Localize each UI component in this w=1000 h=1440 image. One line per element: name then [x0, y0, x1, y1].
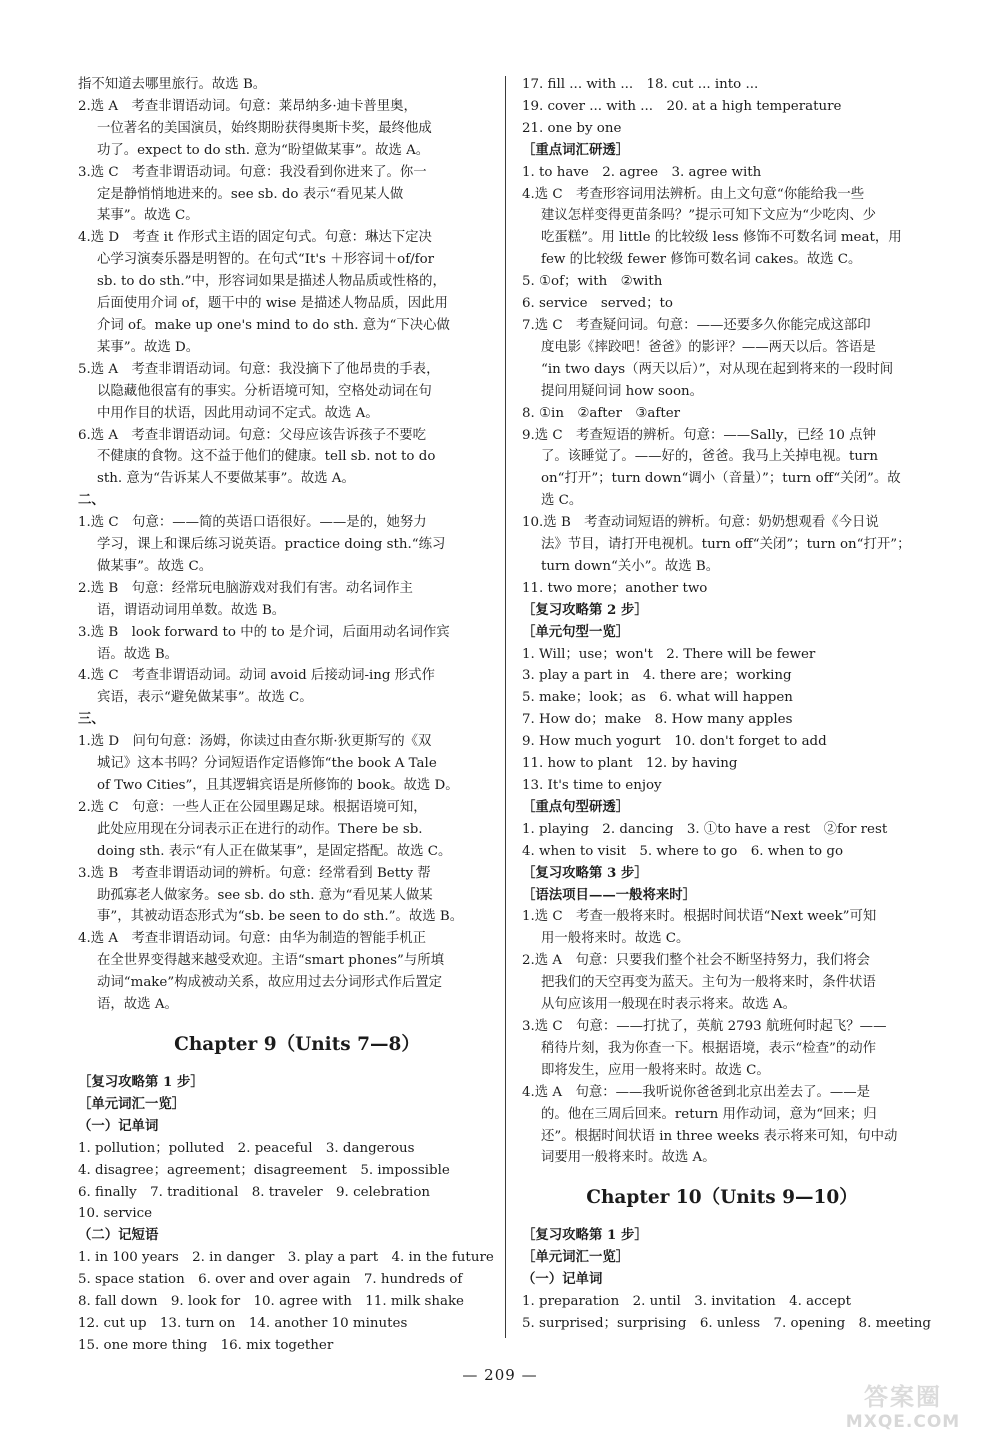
text-line: ［复习攻略第 3 步］: [522, 864, 648, 881]
text-line: 1.选 C 句意：——简的英语口语很好。——是的，她努力: [78, 515, 427, 531]
text-line: 4.选 A 句意：——我听说你爸爸到北京出差去了。——是: [522, 1084, 871, 1100]
chapter-9-lines: [78, 1072, 516, 1357]
chapter-10-lines: [522, 1225, 931, 1335]
text-line: 1. to have 2. agree 3. agree with: [522, 164, 762, 180]
text-line: 法》节目，请打开电视机。turn off“关闭”；turn on“打开”；: [541, 537, 911, 553]
text-line: 选 C。: [541, 493, 583, 509]
text-line: ［复习攻略第 1 步］: [78, 1073, 204, 1090]
text-line: 7. How do；make 8. How many apples: [522, 712, 793, 728]
text-line: 某事”。故选 C。: [97, 208, 199, 224]
text-line: 4.选 C 考查形容词用法辨析。由上文句意“你能给我一些: [522, 186, 865, 202]
text-line: 把我们的天空再变为蓝天。主句为一般将来时，条件状语: [541, 975, 876, 991]
text-line: sth. 意为“告诉某人不要做某事”。故选 A。: [97, 471, 355, 487]
text-line: 2.选 A 句意：只要我们整个社会不断坚持努力，我们将会: [522, 953, 871, 969]
text-line: 语。故选 B。: [97, 646, 179, 662]
text-line: 动词“make”构成被动关系，故应用过去分词形式作后置定: [97, 975, 443, 991]
text-line: 17. fill ... with ... 18. cut ... into ...: [522, 77, 759, 92]
text-line: 5. make；look；as 6. what will happen: [522, 690, 793, 706]
text-line: 10.选 B 考查动词短语的辨析。句意：奶奶想观看《今日说: [522, 515, 879, 531]
text-line: 建议怎样变得更苗条吗？”提示可知下文应为“少吃肉、少: [541, 208, 877, 224]
text-line: 城记》这本书吗？分词短语作定语修饰“the book A Tale: [97, 756, 437, 772]
text-line: 学习，课上和课后练习说英语。practice doing sth.“练习: [97, 537, 446, 553]
text-line: （二）记短语: [78, 1227, 159, 1244]
text-line: 5. space station 6. over and over again 7. hundreds of: [78, 1272, 463, 1288]
text-line: 13. It's time to enjoy: [522, 778, 662, 793]
text-line: doing sth. 表示“有人正在做某事”，是固定搭配。故选 C。: [97, 843, 452, 859]
text-line: 做某事”。故选 C。: [97, 558, 213, 574]
text-line: 8. ①in ②after ③after: [522, 405, 681, 421]
text-line: 稍待片刻，我为你查一下。根据语境，表示“检查”的动作: [541, 1040, 877, 1056]
text-line: 4. disagree；agreement；disagreement 5. impossible: [78, 1162, 450, 1178]
text-line: ［单元词汇一览］: [522, 1249, 630, 1266]
text-line: ［复习攻略第 2 步］: [522, 601, 648, 618]
text-line: 11. how to plant 12. by having: [522, 756, 738, 772]
text-line: 6. service served；to: [522, 296, 673, 312]
text-line: 一位著名的美国演员，始终期盼获得奥斯卡奖，最终他成: [97, 120, 432, 136]
text-line: 指不知道去哪里旅行。故选 B。: [78, 77, 267, 92]
text-line: 12. cut up 13. turn on 14. another 10 minutes: [78, 1315, 408, 1331]
text-line: ［语法项目——一般将来时］: [522, 886, 697, 903]
text-line: on“打开”；turn down“调小（音量）”；turn off“关闭”。故: [541, 471, 901, 487]
text-line: sb. to do sth.”中，形容词如果是描述人物品质或性格的，: [97, 274, 446, 290]
text-line: 4.选 A 考查非谓语动词。句意：由华为制造的智能手机正: [78, 931, 427, 947]
text-line: 9. How much yogurt 10. don't forget to add: [522, 734, 827, 750]
text-line: 5. ①of；with ②with: [522, 274, 663, 290]
text-line: 1. Will；use；won't 2. There will be fewer: [522, 646, 816, 662]
text-line: 2.选 C 句意：一些人正在公园里踢足球。根据语境可知，: [78, 799, 427, 815]
text-line: 3.选 B look forward to 中的 to 是介词，后面用动名词作宾: [78, 624, 450, 640]
text-line: 1. in 100 years 2. in danger 3. play a part 4. in the future: [78, 1250, 494, 1266]
text-line: 4. when to visit 5. where to go 6. when to go: [522, 843, 844, 859]
text-line: 4.选 C 考查非谓语动词。动词 avoid 后接动词-ing 形式作: [78, 668, 435, 684]
text-line: 5.选 A 考查非谓语动词。句意：我没摘下了他昂贵的手表，: [78, 361, 440, 377]
text-line: 1. pollution；polluted 2. peaceful 3. dangerous: [78, 1140, 415, 1156]
text-line: 5. surprised；surprising 6. unless 7. opening 8. meeting: [522, 1315, 931, 1331]
text-line: “in two days（两天以后）”，对从现在起到将来的一段时间: [541, 361, 894, 377]
text-line: ［单元词汇一览］: [78, 1095, 186, 1112]
text-line: 从句应该用一般现在时表示将来。故选 A。: [541, 997, 796, 1013]
text-line: 11. two more；another two: [522, 580, 708, 596]
text-line: 在全世界变得越来越受欢迎。主语“smart phones”与所填: [97, 953, 444, 969]
text-line: 2.选 A 考查非谓语动词。句意：莱昂纳多·迪卡普里奥，: [78, 98, 417, 114]
text-line: 3.选 B 考查非谓语动词的辨析。句意：经常看到 Betty 帮: [78, 865, 431, 881]
text-line: ［重点词汇研透］: [522, 141, 630, 158]
text-line: 10. service: [78, 1206, 153, 1222]
text-line: ［复习攻略第 1 步］: [522, 1227, 648, 1244]
text-line: 了。该睡觉了。——好的，爸爸。我马上关掉电视。turn: [541, 449, 879, 465]
text-line: 语，谓语动词用单数。故选 B。: [97, 602, 286, 618]
text-line: 某事”。故选 D。: [97, 339, 200, 355]
page-number: — 209 —: [462, 1366, 538, 1384]
text-line: 事”，其被动语态形式为“sb. be seen to do sth.”。故选 B。: [97, 909, 464, 925]
text-line: 19. cover ... with ... 20. at a high temperature: [522, 98, 842, 114]
right-column: [522, 74, 931, 1335]
text-line: 即将发生，应用一般将来时。故选 C。: [541, 1062, 770, 1078]
left-answer-lines: [78, 74, 516, 1016]
right-answer-lines: [522, 74, 922, 1169]
text-line: 1. playing 2. dancing 3. ①to have a rest ②for rest: [522, 821, 888, 837]
text-line: 语，故选 A。: [97, 997, 178, 1013]
chapter-10-heading: Chapter 10（Units 9—10）: [586, 1187, 858, 1209]
watermark-site-text: MXQE.COM: [845, 1412, 961, 1432]
text-line: 7.选 C 考查疑问词。句意：——还要多久你能完成这部印: [522, 317, 871, 333]
text-line: 功了。expect to do sth. 意为“盼望做某事”。故选 A。: [97, 142, 430, 158]
text-line: 3.选 C 句意：——打扰了，英航 2793 航班何时起飞？——: [522, 1018, 887, 1034]
text-line: 用一般将来时。故选 C。: [541, 931, 690, 947]
left-column: [78, 74, 516, 1357]
text-line: 度电影《摔跤吧！爸爸》的影评？——两天以后。答语是: [541, 339, 876, 355]
text-line: （一）记单词: [522, 1271, 603, 1288]
text-line: ［单元句型一览］: [522, 623, 630, 640]
watermark-logo-text: 答案圈: [864, 1383, 942, 1411]
text-line: 定是静悄悄地进来的。see sb. do 表示“看见某人做: [97, 186, 404, 202]
text-line: 二、: [78, 492, 105, 509]
text-line: few 的比较级 fewer 修饰可数名词 cakes。故选 C。: [541, 252, 862, 268]
text-line: 6. finally 7. traditional 8. traveler 9. celebration: [78, 1184, 431, 1200]
text-line: 不健康的食物。这不益于他们的健康。tell sb. not to do: [97, 449, 436, 465]
text-line: turn down“关小”。故选 B。: [541, 558, 720, 574]
text-line: 1.选 D 问句句意：汤姆，你读过由查尔斯·狄更斯写的《双: [78, 734, 432, 750]
text-line: 的。他在三周后回来。return 用作动词，意为“回来；归: [541, 1106, 877, 1122]
text-line: 4.选 D 考查 it 作形式主语的固定句式。句意：琳达下定决: [78, 230, 432, 246]
text-line: 3.选 C 考查非谓语动词。句意：我没看到你进来了。你一: [78, 164, 427, 180]
text-line: 提问用疑问词 how soon。: [541, 383, 704, 399]
text-line: 15. one more thing 16. mix together: [78, 1337, 334, 1353]
text-line: 助孤寡老人做家务。see sb. do sth. 意为“看见某人做某: [97, 887, 433, 903]
text-line: 9.选 C 考查短语的辨析。句意：——Sally，已经 10 点钟: [522, 427, 876, 443]
text-line: 1.选 C 考查一般将来时。根据时间状语“Next week”可知: [522, 909, 877, 925]
text-line: 心学习演奏乐器是明智的。在句式“It's ＋形容词＋of/for: [97, 252, 435, 268]
text-line: 以隐藏他很富有的事实。分析语境可知，空格处动词在句: [97, 383, 432, 399]
text-line: 后面使用介词 of，题干中的 wise 是描述人物品质，因此用: [97, 296, 448, 312]
text-line: 介词 of。make up one's mind to do sth. 意为“下决心做: [97, 317, 450, 333]
text-line: 三、: [78, 711, 105, 728]
text-line: 宾语，表示“避免做某事”。故选 C。: [97, 690, 313, 706]
text-line: 1. preparation 2. until 3. invitation 4. accept: [522, 1294, 852, 1310]
text-line: 21. one by one: [522, 120, 622, 136]
text-line: 还”。根据时间状语 in three weeks 表示将来可知，句中动: [541, 1128, 898, 1144]
chapter-9-heading: Chapter 9（Units 7—8）: [174, 1033, 420, 1055]
site-watermark: [828, 1382, 978, 1436]
text-line: 吃蛋糕”。用 little 的比较级 less 修饰不可数名词 meat，用: [541, 230, 902, 246]
text-line: 中用作目的状语，因此用动词不定式。故选 A。: [97, 405, 379, 421]
text-line: of Two Cities”，且其逻辑宾语是所修饰的 book。故选 D。: [97, 778, 459, 793]
text-line: 8. fall down 9. look for 10. agree with 11. milk shake: [78, 1294, 464, 1310]
text-line: 6.选 A 考查非谓语动词。句意：父母应该告诉孩子不要吃: [78, 427, 427, 443]
text-line: ［重点句型研透］: [522, 798, 630, 815]
text-line: 词要用一般将来时。故选 A。: [541, 1150, 716, 1166]
text-line: （一）记单词: [78, 1117, 159, 1134]
text-line: 此处应用现在分词表示正在进行的动作。There be sb.: [97, 821, 423, 837]
text-line: 2.选 B 句意：经常玩电脑游戏对我们有害。动名词作主: [78, 580, 413, 596]
text-line: 3. play a part in 4. there are；working: [522, 668, 792, 684]
